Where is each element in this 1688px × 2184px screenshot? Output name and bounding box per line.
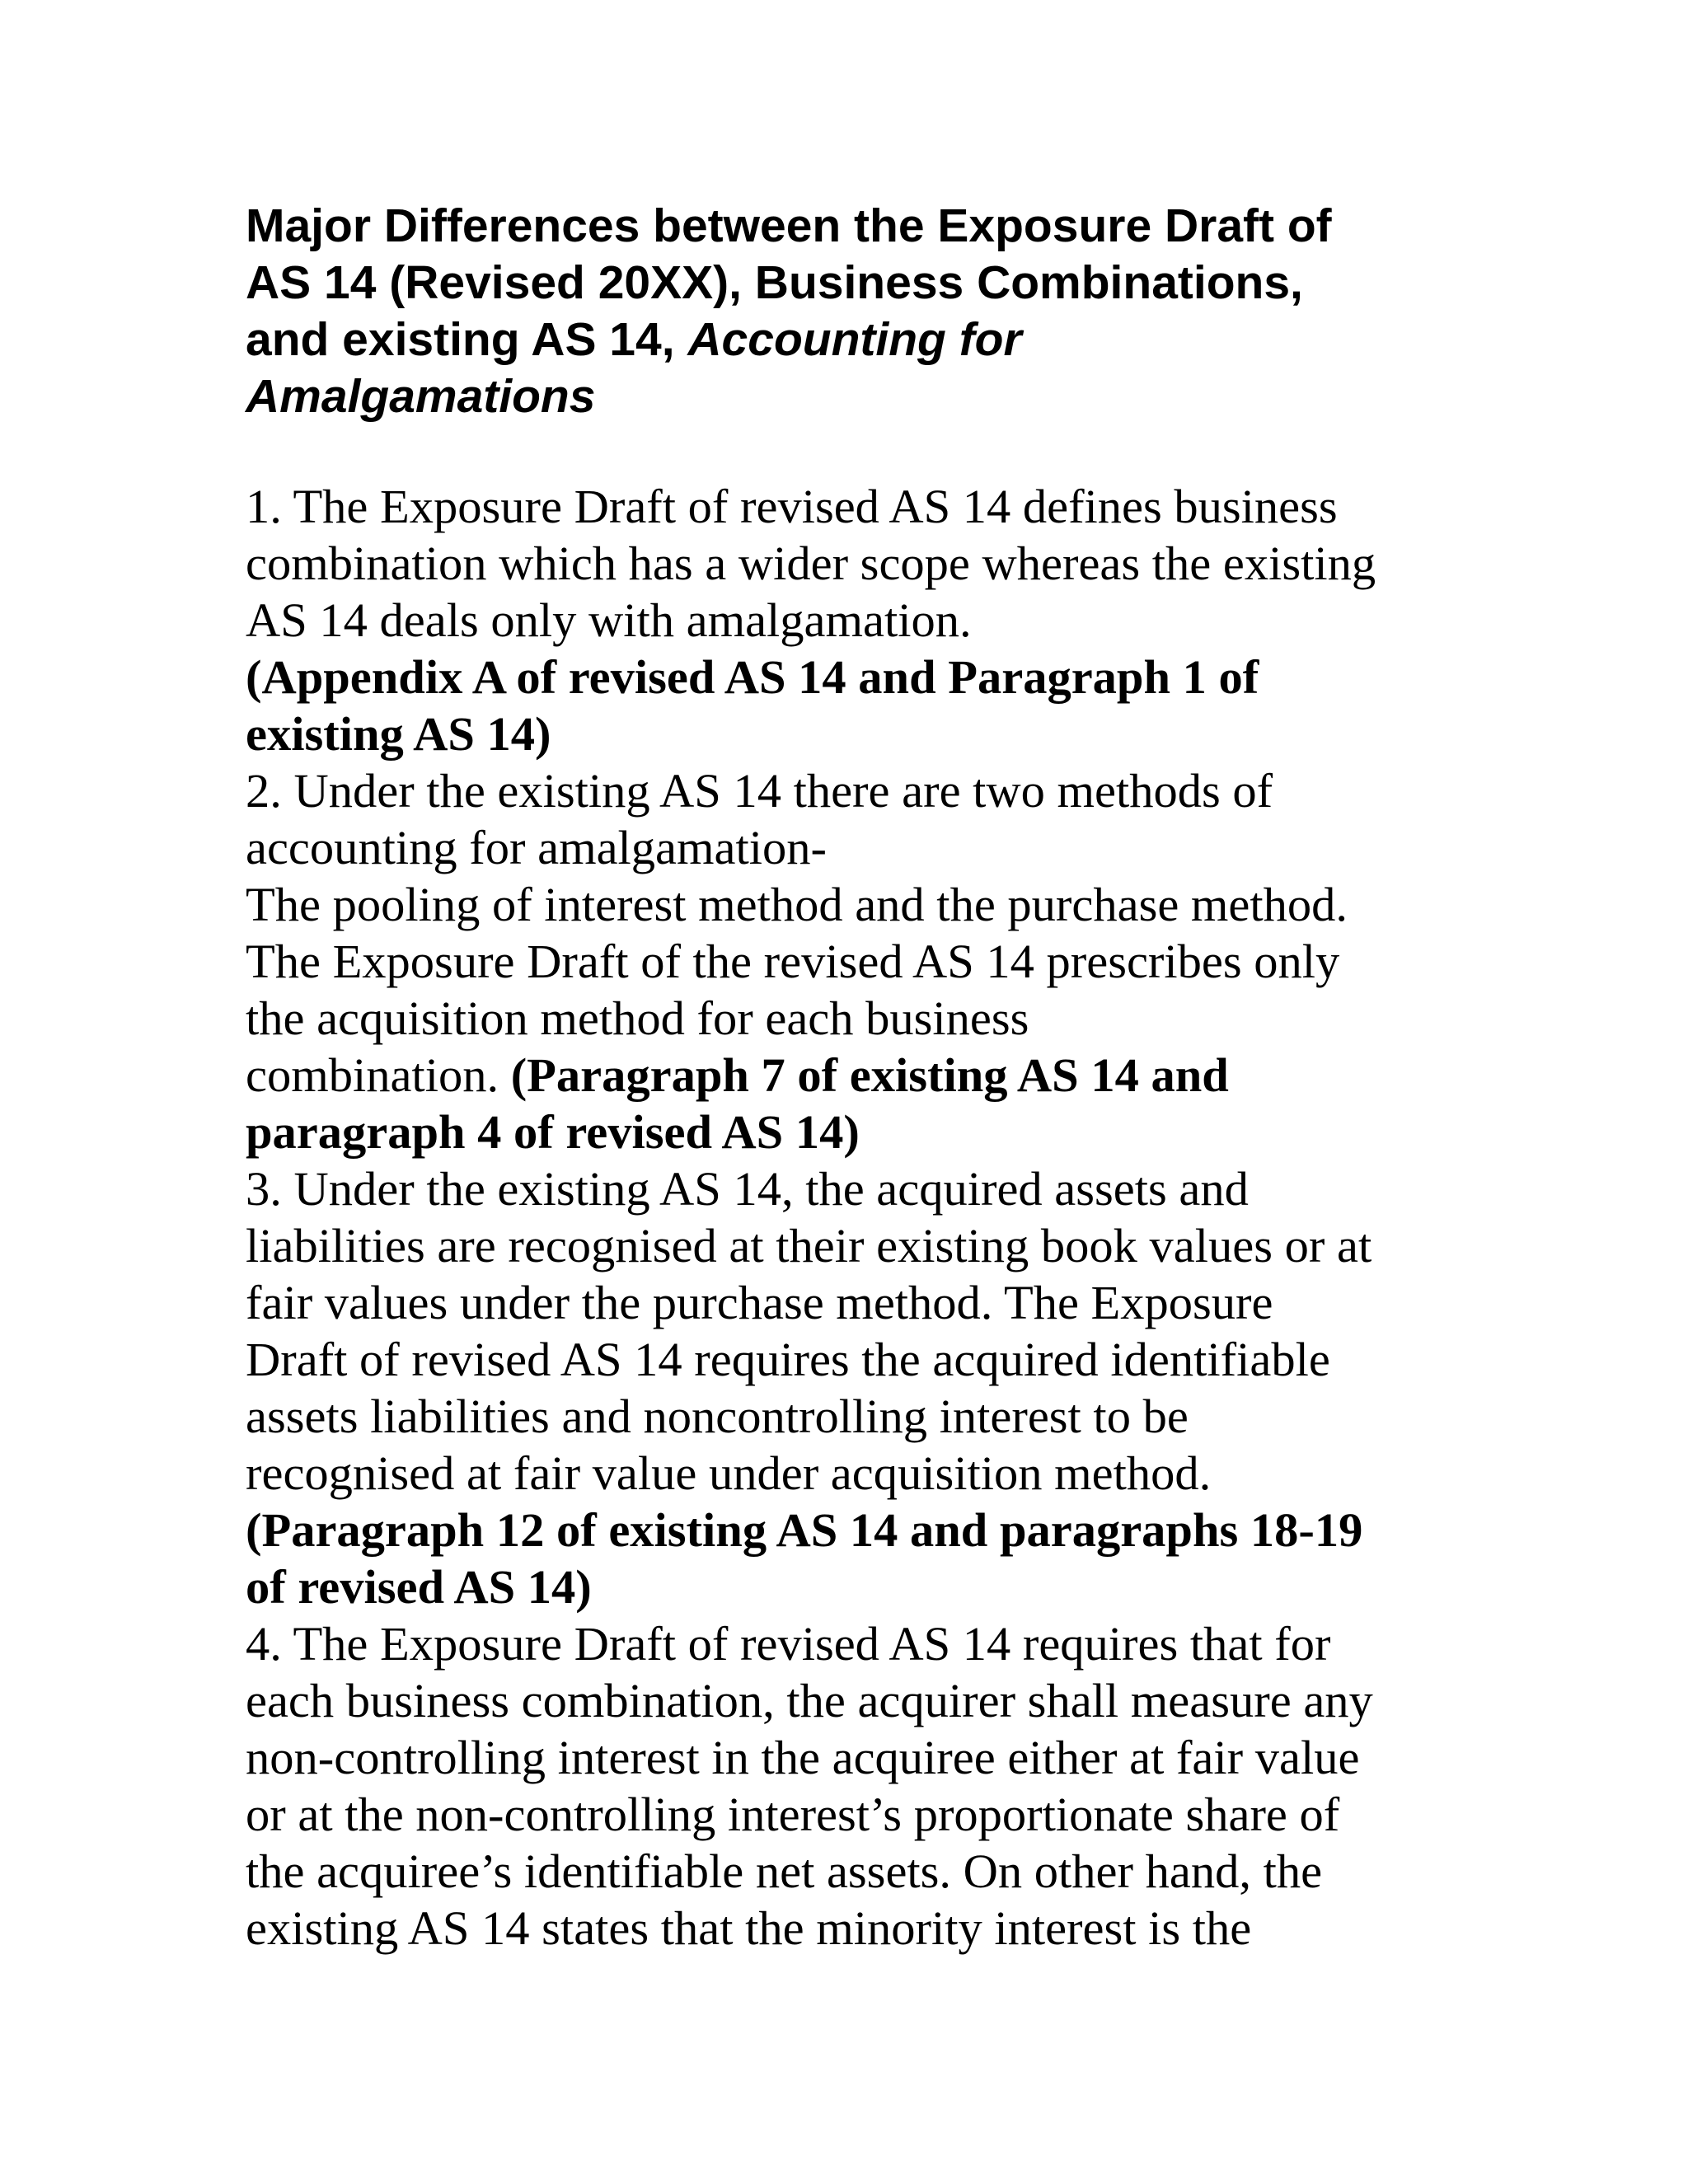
paragraph-line: The pooling of interest method and the purchase method. bbox=[246, 878, 1348, 931]
difference-item-2 bbox=[246, 762, 1531, 1160]
title-line: AS 14 (Revised 20XX), Business Combinations, bbox=[246, 256, 1303, 309]
paragraph-line: the acquiree’s identifiable net assets. On other hand, the bbox=[246, 1844, 1323, 1898]
paragraph-line: or at the non-controlling interest’s proportionate share of bbox=[246, 1788, 1340, 1841]
paragraph-line: Draft of revised AS 14 requires the acquired identifiable bbox=[246, 1333, 1330, 1386]
paragraph-line: AS 14 deals only with amalgamation. bbox=[246, 593, 972, 647]
paragraph-line: accounting for amalgamation- bbox=[246, 821, 827, 874]
paragraph-line: assets liabilities and noncontrolling interest to be bbox=[246, 1390, 1189, 1443]
paragraph-line: combination which has a wider scope whereas the existing bbox=[246, 537, 1376, 590]
title-italic-text: Accounting for bbox=[687, 313, 1022, 366]
paragraph-line: existing AS 14 states that the minority interest is the bbox=[246, 1901, 1252, 1955]
paragraph-line: liabilities are recognised at their existing book values or at bbox=[246, 1219, 1372, 1272]
reference-line: (Paragraph 12 of existing AS 14 and paragraphs 18-19 bbox=[246, 1503, 1363, 1557]
reference-line: paragraph 4 of revised AS 14) bbox=[246, 1105, 860, 1159]
title-line: Major Differences between the Exposure Draft of bbox=[246, 199, 1332, 252]
reference-line: (Appendix A of revised AS 14 and Paragraph 1 of bbox=[246, 650, 1259, 704]
paragraph-line: 1. The Exposure Draft of revised AS 14 defines business bbox=[246, 480, 1338, 533]
paragraph-line: non-controlling interest in the acquiree either at fair value bbox=[246, 1731, 1360, 1784]
paragraph-line bbox=[246, 1047, 1531, 1104]
reference-line: of revised AS 14) bbox=[246, 1560, 592, 1614]
paragraph-text: combination. bbox=[246, 1048, 511, 1102]
paragraph-line: each business combination, the acquirer shall measure any bbox=[246, 1674, 1373, 1727]
reference-line: existing AS 14) bbox=[246, 707, 551, 761]
reference-text: (Paragraph 7 of existing AS 14 and bbox=[510, 1048, 1229, 1102]
document-body bbox=[246, 478, 1531, 1957]
title-line bbox=[246, 312, 1498, 368]
paragraph-line: 4. The Exposure Draft of revised AS 14 requires that for bbox=[246, 1617, 1331, 1671]
title-line: Amalgamations bbox=[246, 370, 596, 423]
difference-item-4 bbox=[246, 1615, 1531, 1957]
paragraph-line: the acquisition method for each business bbox=[246, 991, 1029, 1045]
paragraph-line: recognised at fair value under acquisition method. bbox=[246, 1446, 1212, 1500]
difference-item-1 bbox=[246, 478, 1531, 762]
paragraph-line: The Exposure Draft of the revised AS 14 prescribes only bbox=[246, 935, 1340, 988]
paragraph-line: fair values under the purchase method. The Exposure bbox=[246, 1276, 1273, 1329]
document-title bbox=[246, 198, 1498, 425]
paragraph-line: 3. Under the existing AS 14, the acquired assets and bbox=[246, 1162, 1249, 1216]
difference-item-3 bbox=[246, 1160, 1531, 1615]
title-text: and existing AS 14, bbox=[246, 313, 688, 366]
paragraph-line: 2. Under the existing AS 14 there are two methods of bbox=[246, 764, 1273, 818]
